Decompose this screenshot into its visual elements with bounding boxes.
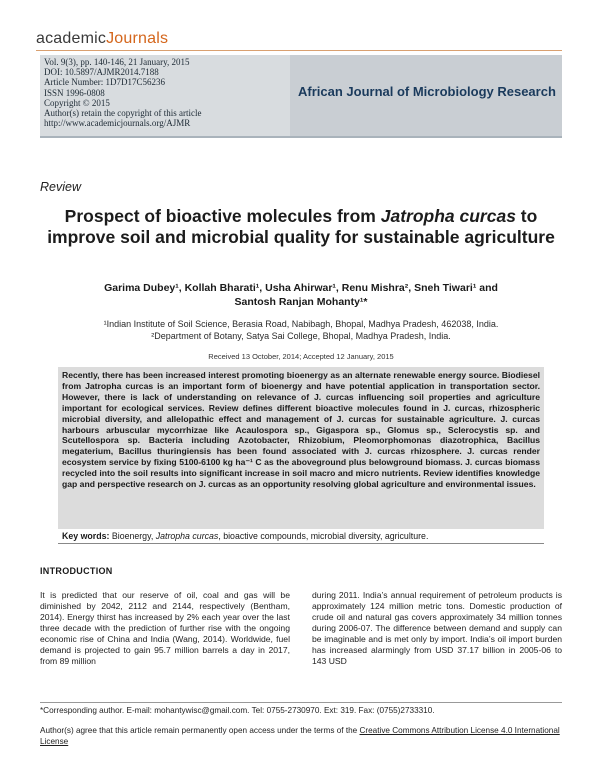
meta-issn: ISSN 1996-0808: [44, 87, 105, 98]
meta-copyright: Copyright © 2015: [44, 97, 110, 108]
introduction-heading: INTRODUCTION: [40, 566, 113, 576]
corresponding-author: *Corresponding author. E-mail: mohantywisc@gmail.com. Tel: 0755-2730970. Ext: 319. Fax: (0755)2733310.: [40, 706, 435, 715]
keywords-a: Bioenergy,: [109, 531, 156, 541]
affiliation-1: ¹Indian Institute of Soil Science, Berasia Road, Nabibagh, Bhopal, Madhya Pradesh, 462038, India.: [103, 319, 499, 329]
keywords-label: Key words:: [62, 531, 110, 541]
footnote-divider: [40, 702, 562, 703]
keywords-species: Jatropha curcas: [155, 531, 219, 541]
author-list: [40, 281, 562, 309]
logo-divider: [36, 50, 562, 51]
affiliation-2: ²Department of Botany, Satya Sai College, Bhopal, Madhya Pradesh, India.: [151, 331, 451, 341]
journal-title: African Journal of Microbiology Research: [298, 84, 556, 99]
meta-article-number: Article Number: 1D7D17C56236: [44, 77, 165, 88]
keywords-b: , bioactive compounds, microbial diversity, agriculture.: [218, 531, 429, 541]
article-metadata: [40, 55, 290, 136]
logo-journals: Journals: [106, 30, 169, 47]
article-title: [40, 206, 562, 248]
intro-column-right: during 2011. India’s annual requirement of petroleum products is approximately 124 million metric tons. Domestic production of crude oil and natural gas covers approximately 34 million tonnes during 2006-07. The difference between demand and supply can be imaginable and is met only by import. India’s oil import burden has increased alarmingly from USD 37.17 billion in 2005-06 to 143 USD: [312, 590, 562, 666]
header-divider: [40, 136, 562, 138]
received-dates: Received 13 October, 2014; Accepted 12 January, 2015: [208, 352, 394, 361]
keywords-divider: [58, 543, 544, 544]
title-part2: to improve soil and microbial quality for sustainable agriculture: [47, 206, 555, 247]
title-species: Jatropha curcas: [380, 206, 516, 226]
affiliations: [40, 318, 562, 342]
publisher-logo: [36, 30, 168, 48]
license-prefix: Author(s) agree that this article remain permanently open access under the terms of the: [40, 726, 360, 735]
intro-column-left: It is predicted that our reserve of oil, coal and gas will be diminished by 2042, 2112 and 2144, respectively (Bentham, 2014). Energy thirst has increased by 2% each year over the last three decade with the prediction of further rise with the ongoing economic rise of China and India (Wang, 2014). Worldwide, fuel demand is projected to gain 95.7 million barrels a day in 2017, from 89 million: [40, 590, 290, 666]
meta-rights: Author(s) retain the copyright of this article: [44, 108, 202, 119]
license-link[interactable]: Creative Commons Attribution License 4.0 International License: [40, 726, 560, 746]
license-notice: [40, 725, 562, 747]
meta-doi: DOI: 10.5897/AJMR2014.7188: [44, 67, 159, 78]
article-type: Review: [40, 180, 81, 194]
title-part1: Prospect of bioactive molecules from: [64, 206, 381, 226]
abstract: Recently, there has been increased interest promoting bioenergy as an alternate renewable energy source. Biodiesel from Jatropha curcas is an important form of bioenergy and have potential application in transportation sector. However, there is lack of understanding on relevance of J. curcas influencing soil properties and agriculture important for ecological services. Review defines different bioactive molecules found in J. curcas, rhizospheric microbial diversity, and allelopathic effect and management of J. curcas for sustainable agriculture. J. curcas harbours arbuscular mycorrhizae like Acaulospora sp., Gigaspora sp., Glomus sp., Sclerocystis sp. and Scutellospora sp. Bacteria including Azotobacter, Rhizobium, Pleomorphomonas diazotrophica, Bacillus megaterium, Bacillus thuringiensis has been found associated with J. curcas rhizosphere. J. curcas render ecosystem service by fixing 5100-6100 kg ha⁻¹ C as the aboveground plus belowground biomass. J. curcas biomass recycled into the soil results into significant increase in soil macro and micro nutrients. Review identifies knowledge gap and perspective research on J. curcas as an opportunity resolving global agriculture and environmental issues.: [62, 370, 540, 490]
meta-volume: Vol. 9(3), pp. 140-146, 21 January, 2015: [44, 57, 190, 67]
logo-academic: academic: [36, 30, 107, 47]
authors-line2: Santosh Ranjan Mohanty¹*: [234, 296, 368, 308]
keywords: [62, 531, 540, 542]
meta-url[interactable]: http://www.academicjournals.org/AJMR: [44, 118, 191, 129]
authors-line1: Garima Dubey¹, Kollah Bharati¹, Usha Ahirwar¹, Renu Mishra², Sneh Tiwari¹ and: [104, 282, 498, 294]
